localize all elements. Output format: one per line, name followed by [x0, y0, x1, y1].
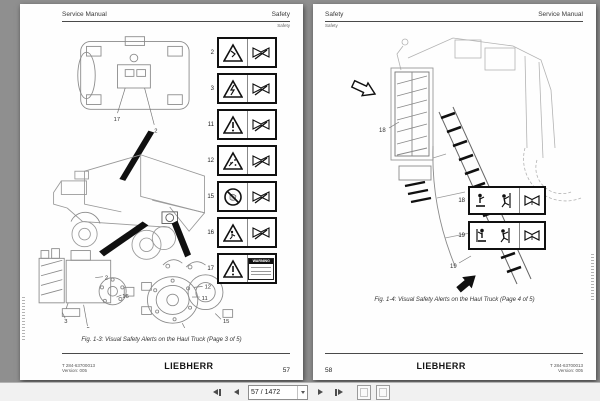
pointer-arrow: [172, 221, 191, 258]
label-number: 16: [207, 229, 214, 236]
warning-triangle-electric-icon: [219, 75, 247, 102]
safety-decal: [217, 73, 277, 104]
callout-19: 19: [450, 264, 457, 270]
view-direction-arrow-solid: [455, 271, 479, 294]
truck-top-view-drawing: [78, 37, 189, 125]
doc-code-line: T 284-63700013: [550, 362, 583, 368]
safety-label-row: [203, 181, 277, 212]
spine-text-marking: [22, 296, 25, 340]
first-page-icon: [213, 389, 218, 395]
callout-engine-2b: [87, 327, 90, 328]
safety-decal: [468, 221, 546, 250]
label-number: 15: [207, 193, 214, 200]
document-code: [62, 363, 95, 374]
page-number-input[interactable]: [249, 387, 297, 398]
figure-caption: Fig. 1-4: Visual Safety Alerts on the Haul Truck (Page 4 of 5): [374, 297, 535, 303]
pdf-navigation-toolbar: [0, 382, 600, 401]
safety-label-row: [203, 37, 277, 68]
manual-page-58: [313, 4, 596, 380]
single-page-view-button[interactable]: [357, 385, 371, 400]
header-chapter-text: Safety: [325, 23, 338, 28]
warning-triangle-crush-icon: [219, 219, 247, 246]
safety-label-column: [203, 37, 277, 284]
engine-detail-drawing: [39, 249, 134, 326]
callout-engine-2: 2: [104, 275, 109, 282]
callout-axle-12: 12: [204, 284, 212, 291]
view-direction-arrow-outline: [350, 78, 378, 101]
manual-page-57: [20, 4, 303, 380]
safety-decal: [217, 217, 277, 248]
prohibition-circle-icon: [219, 183, 247, 210]
previous-page-button[interactable]: [229, 386, 243, 399]
pointer-arrow: [99, 222, 148, 257]
warning-title: WARNING: [249, 259, 273, 264]
warning-fine-print: [249, 264, 273, 279]
label-number: 3: [210, 85, 214, 92]
last-page-icon: [338, 389, 343, 395]
label-number: 19: [458, 232, 465, 239]
page-header: [325, 11, 583, 22]
header-left-text: Safety: [325, 11, 344, 18]
figure-1-4-drawing: [313, 28, 596, 296]
safety-label-row: [454, 186, 546, 215]
page-number: 57: [282, 367, 290, 374]
access-platform: [399, 166, 431, 202]
next-page-button[interactable]: [313, 386, 327, 399]
safety-decal: [468, 186, 546, 215]
header-chapter-text: Safety: [277, 23, 290, 28]
label-number: 18: [458, 197, 465, 204]
next-page-icon: [318, 389, 323, 395]
radiator-grille: [391, 68, 433, 160]
safety-decal: [217, 109, 277, 140]
callout-2: 2: [154, 128, 158, 135]
read-manual-icon: [248, 111, 276, 138]
last-page-button[interactable]: [332, 386, 346, 399]
first-page-button[interactable]: [210, 386, 224, 399]
page-number-combobox[interactable]: [248, 385, 308, 400]
person-stand-icon: [470, 188, 494, 213]
truck-front-view-drawing: [397, 38, 581, 201]
safety-label-row: [203, 109, 277, 140]
previous-page-icon: [234, 389, 239, 395]
callout-engine-3: 3: [64, 319, 68, 326]
label-number: 11: [207, 121, 214, 128]
read-manual-icon: [248, 183, 276, 210]
safety-decal-warning: [217, 253, 277, 284]
liebherr-logo: LIEBHERR: [416, 361, 466, 371]
page-header: [62, 11, 290, 22]
warning-triangle-exclamation-icon: [219, 255, 247, 282]
callout-17: 17: [113, 116, 121, 123]
read-manual-icon: [248, 39, 276, 66]
read-manual-icon: [248, 75, 276, 102]
read-manual-icon: [248, 219, 276, 246]
safety-label-row: [203, 145, 277, 176]
label-number: 12: [207, 157, 214, 164]
page-footer: [62, 356, 290, 374]
label-number: 2: [210, 49, 214, 56]
person-climb-icon: [494, 223, 518, 248]
version-line: Version: 005: [62, 368, 88, 374]
safety-label-row: [203, 73, 277, 104]
label-number: 17: [207, 265, 214, 272]
footer-rule: [325, 353, 583, 354]
header-right-text: Service Manual: [538, 11, 583, 18]
spine-text-marking: [591, 252, 594, 300]
safety-decal: [217, 145, 277, 176]
header-left-text: Service Manual: [62, 11, 107, 18]
warning-triangle-fall-icon: [219, 39, 247, 66]
callout-18: 18: [379, 128, 386, 134]
read-manual-icon: [520, 223, 544, 248]
liebherr-logo: LIEBHERR: [164, 361, 214, 371]
callout-engine-16: 16: [122, 294, 129, 300]
read-manual-icon: [248, 147, 276, 174]
safety-label-column: [454, 186, 546, 250]
safety-decal: [217, 37, 277, 68]
read-manual-icon: [520, 188, 544, 213]
warning-triangle-debris-icon: [219, 147, 247, 174]
version-line: Version: 005: [557, 368, 583, 374]
safety-label-row: [203, 253, 277, 284]
person-stand-icon: [470, 223, 494, 248]
chevron-down-icon: [301, 391, 305, 394]
callout-axle-11: 11: [201, 295, 208, 302]
safety-decal: [217, 181, 277, 212]
person-climb-icon: [494, 188, 518, 213]
header-right-text: Safety: [271, 11, 290, 18]
footer-rule: [62, 353, 290, 354]
doc-code-line: T 284-63700013: [62, 362, 95, 368]
callout-axle-15: 15: [222, 319, 230, 326]
figure-caption: Fig. 1-3: Visual Safety Alerts on the Haul Truck (Page 3 of 5): [81, 337, 242, 343]
page-footer: [325, 356, 583, 374]
page-number: 58: [325, 367, 333, 374]
warning-triangle-exclamation-icon: [219, 111, 247, 138]
safety-label-row: [203, 217, 277, 248]
warning-text-block: [248, 255, 276, 282]
safety-label-row: [454, 221, 546, 250]
two-page-view-button[interactable]: [376, 385, 390, 400]
page-dropdown-button[interactable]: [297, 386, 307, 399]
document-code: [550, 363, 583, 374]
